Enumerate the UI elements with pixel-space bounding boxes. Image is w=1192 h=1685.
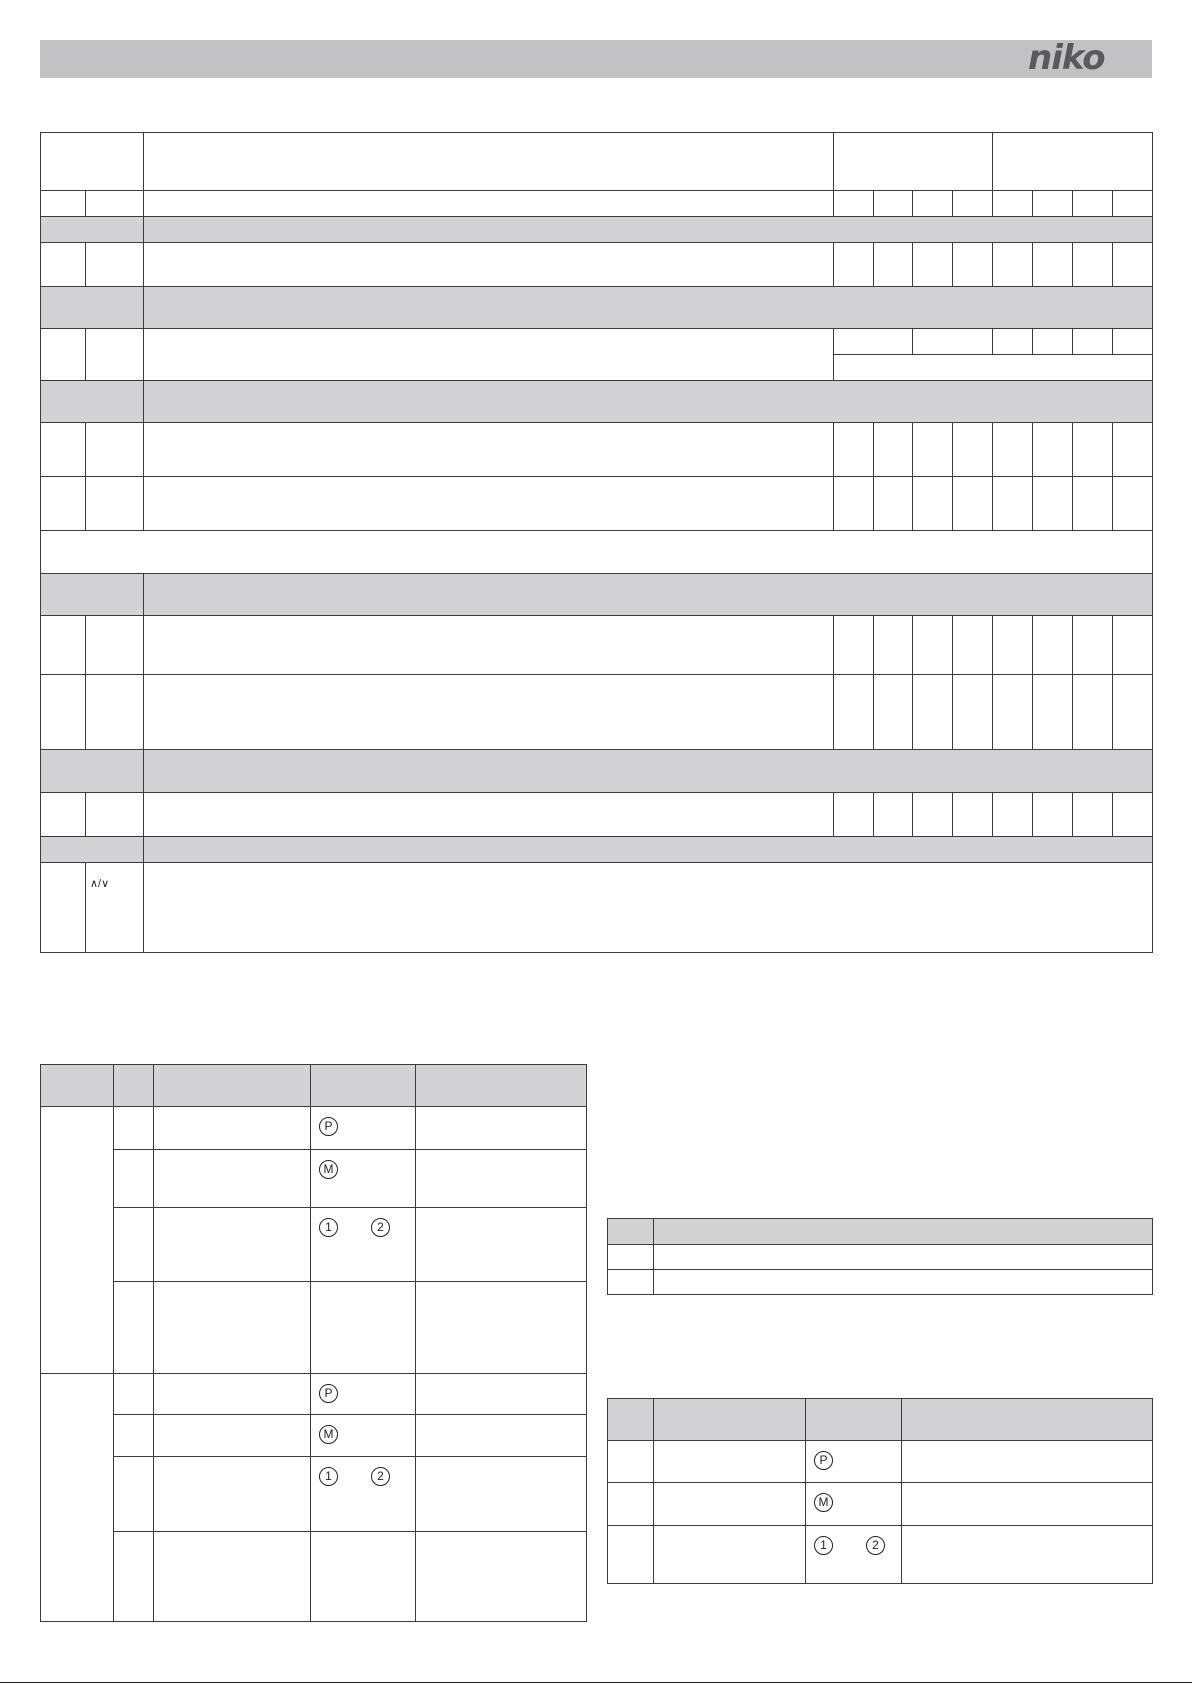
table-row-last — [41, 863, 1153, 953]
button-2-icon: 2 — [866, 1536, 885, 1555]
main-subheader-row — [41, 191, 1153, 217]
m-button-icon: M — [814, 1493, 833, 1512]
button-2-icon: 2 — [371, 1467, 390, 1486]
table-row — [41, 1457, 587, 1532]
table-row — [41, 423, 1153, 477]
footer-rule — [0, 1682, 1192, 1683]
table-row — [608, 1245, 1153, 1270]
right-small-table — [607, 1218, 1153, 1295]
main-header-row — [41, 133, 1153, 191]
table-row — [41, 616, 1153, 675]
note-row — [41, 531, 1153, 574]
left-symbol-table — [40, 1064, 587, 1622]
section-band — [41, 837, 1153, 863]
section-band — [41, 217, 1153, 243]
left-table-header — [41, 1065, 587, 1107]
niko-logo: niko — [1028, 38, 1105, 78]
section-band — [41, 750, 1153, 793]
table-row — [41, 477, 1153, 531]
table-row — [41, 243, 1153, 287]
table-row — [41, 1282, 587, 1374]
right-table-header — [608, 1399, 1153, 1441]
button-1-icon: 1 — [814, 1536, 833, 1555]
m-button-icon: M — [319, 1425, 338, 1444]
section-band — [41, 574, 1153, 616]
table-row — [608, 1526, 1153, 1584]
right-small-header — [608, 1219, 1153, 1245]
table-row — [41, 793, 1153, 837]
button-2-icon: 2 — [371, 1218, 390, 1237]
table-row — [608, 1270, 1153, 1295]
right-symbol-table — [607, 1398, 1153, 1584]
p-button-icon: P — [319, 1117, 338, 1136]
table-row — [41, 1374, 587, 1415]
button-1-icon: 1 — [319, 1218, 338, 1237]
table-row — [608, 1441, 1153, 1483]
table-row — [41, 675, 1153, 750]
button-1-icon: 1 — [319, 1467, 338, 1486]
main-table — [40, 132, 1153, 953]
table-row — [608, 1483, 1153, 1526]
p-button-icon: P — [319, 1384, 338, 1403]
table-row — [41, 1208, 587, 1282]
p-button-icon: P — [814, 1451, 833, 1470]
table-row — [41, 1150, 587, 1208]
header-bar — [40, 40, 1152, 78]
table-row — [41, 329, 1153, 355]
section-band — [41, 381, 1153, 423]
table-row — [41, 1532, 587, 1622]
up-down-arrow-icon: ∧/∨ — [90, 878, 110, 890]
section-band — [41, 287, 1153, 329]
table-row — [41, 1107, 587, 1150]
m-button-icon: M — [319, 1160, 338, 1179]
table-row — [41, 1415, 587, 1457]
